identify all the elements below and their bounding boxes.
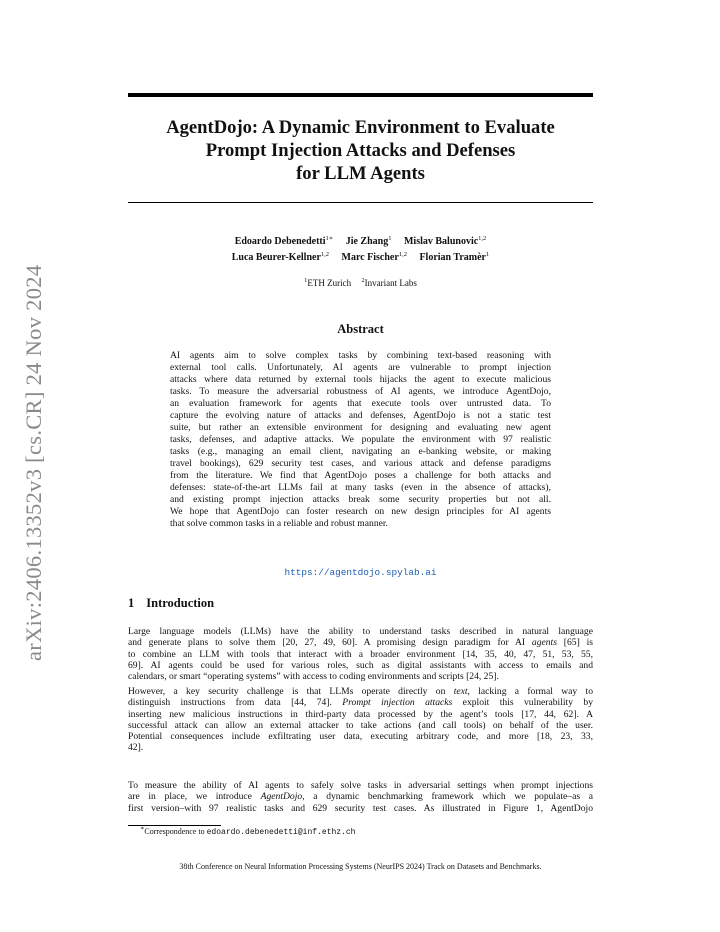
abstract-body [170,350,551,530]
section-number: 1 [128,596,135,610]
author: Mislav Balunovic$^{1,2}$ [403,235,487,247]
abstract-line: from the literature. We find that AgentDojo poses a challenge for both attacks and [170,470,551,481]
title-line: for LLM Agents [296,163,425,184]
footnote-mark: ∗ [140,825,145,832]
text-line: inserting new malicious instructions in third-party data processed by the agent’s tools [17, 44, 62]. A [128,708,593,720]
section-heading [128,596,214,611]
text-line: 69]. AI agents could be used for various roles, such as digital assistants with access to emails and [128,659,593,671]
text-line: To measure the ability of AI agents to safely solve tasks in adversarial settings when prompt injections [128,780,593,791]
abstract-line: tasks. To measure the adversarial robustness of AI agents, we introduce AgentDojo, [170,386,551,397]
affiliation: $^1$ETH Zurich [304,277,352,288]
abstract-line: We hope that AgentDojo can foster research on new design principles for AI agents [170,506,551,517]
abstract-line: tasks, defenses, and adaptive attacks. We populate the environment with 97 realistic [170,434,551,445]
text-line: However, a key security challenge is that LLMs operate directly on text, lacking a formal way to [128,686,593,697]
email-link[interactable]: edoardo.debenedetti@inf.ethz.ch [206,828,356,837]
affiliations [128,276,593,290]
text-line: Large language models (LLMs) have the ability to understand tasks described in natural language [128,626,593,637]
text-line: 42]. [128,742,144,754]
title-bottom-rule [128,202,593,203]
abstract-heading: Abstract [337,322,384,336]
footnote: ∗Correspondence to edoardo.debenedetti@inf.ethz.ch [140,825,356,837]
text-line: to combine an LLM with tools that interact with a broader environment [14, 35, 40, 47, 51, 53, 55, [128,648,593,660]
abstract-line: suite, but rather an extensible environment for designing and evaluating new agent [170,422,551,433]
title-line: AgentDojo: A Dynamic Environment to Evaluate [166,117,555,138]
paragraph [128,686,593,754]
abstract-line: AI agents aim to solve complex tasks by combining text-based reasoning with [170,350,551,361]
abstract-line: an evaluation framework for agents that execute tools over untrusted data. To [170,398,551,409]
abstract-line: travel bookings), 629 security test cases, and various attack and defense paradigms [170,458,551,469]
text-line: Potential consequences include exfiltrating user data, executing arbitrary code, and more [18, 23, 33, [128,731,593,743]
author: Marc Fischer$^{1,2}$ [341,251,407,263]
abstract-line: and existing prompt injection attacks break some security properties but not all. [170,494,551,505]
arxiv-side-stamp [22,243,46,661]
author-block [128,234,593,266]
title-top-rule [128,93,593,97]
text-line: distinguish instructions from data [44, 74]. Prompt injection attacks exploit this vulnerability by [128,697,594,709]
paragraph [128,626,593,682]
author-line [128,234,593,250]
text-line: calendars, or smart “operating systems” with access to coding environments and scripts [24, 25]. [128,671,499,683]
abstract-line: defenses: state-of-the-art LLMs fail at many tasks (even in the absence of attacks), [170,482,551,493]
author: Edoardo Debenedetti$^{1∗}$ [234,235,334,247]
text-line: and generate plans to solve them [20, 27, 49, 60]. A promising design paradigm for AI agents [65] is [128,637,593,649]
abstract-line: external tool calls. Unfortunately, AI agents are vulnerable to prompt injection [170,362,551,373]
arxiv-identifier: arXiv:2406.13352v3 [cs.CR] 24 Nov 2024 [21,264,46,661]
abstract-line: capture the evolving nature of attacks and defenses, AgentDojo is not a static test [170,410,551,421]
project-url-link[interactable]: https://agentdojo.spylab.ai [284,567,437,578]
author: Florian Tramèr$^1$ [419,251,490,263]
section-title: Introduction [146,596,215,610]
abstract-line: tasks (e.g., managing an email client, navigating an e-banking website, or making [170,446,551,457]
text-line: first version–with 97 realistic tasks and 629 security test cases. As illustrated in Figure 1, AgentDojo [128,802,593,814]
text-line: successful attack can allow an external attacker to take actions (and call tools) on behalf of the user. [128,719,593,731]
title-line: Prompt Injection Attacks and Defenses [205,140,516,161]
venue-footer: 38th Conference on Neural Information Processing Systems (NeurIPS 2024) Track on Datasets and Benchmarks. [179,862,542,871]
paper-title [128,116,593,185]
author: Jie Zhang$^1$ [345,235,392,247]
author-line [128,250,593,266]
author: Luca Beurer-Kellner$^{1,2}$ [231,251,330,263]
text-line: are in place, we introduce AgentDojo, a dynamic benchmarking framework which we populate–as a [128,791,593,803]
affiliation: $^2$Invariant Labs [361,277,417,288]
abstract-line: that solve common tasks in a reliable and robust manner. [170,518,388,529]
abstract-line: attacks where data returned by external tools hijacks the agent to execute malicious [170,374,551,385]
paragraph [128,780,593,814]
